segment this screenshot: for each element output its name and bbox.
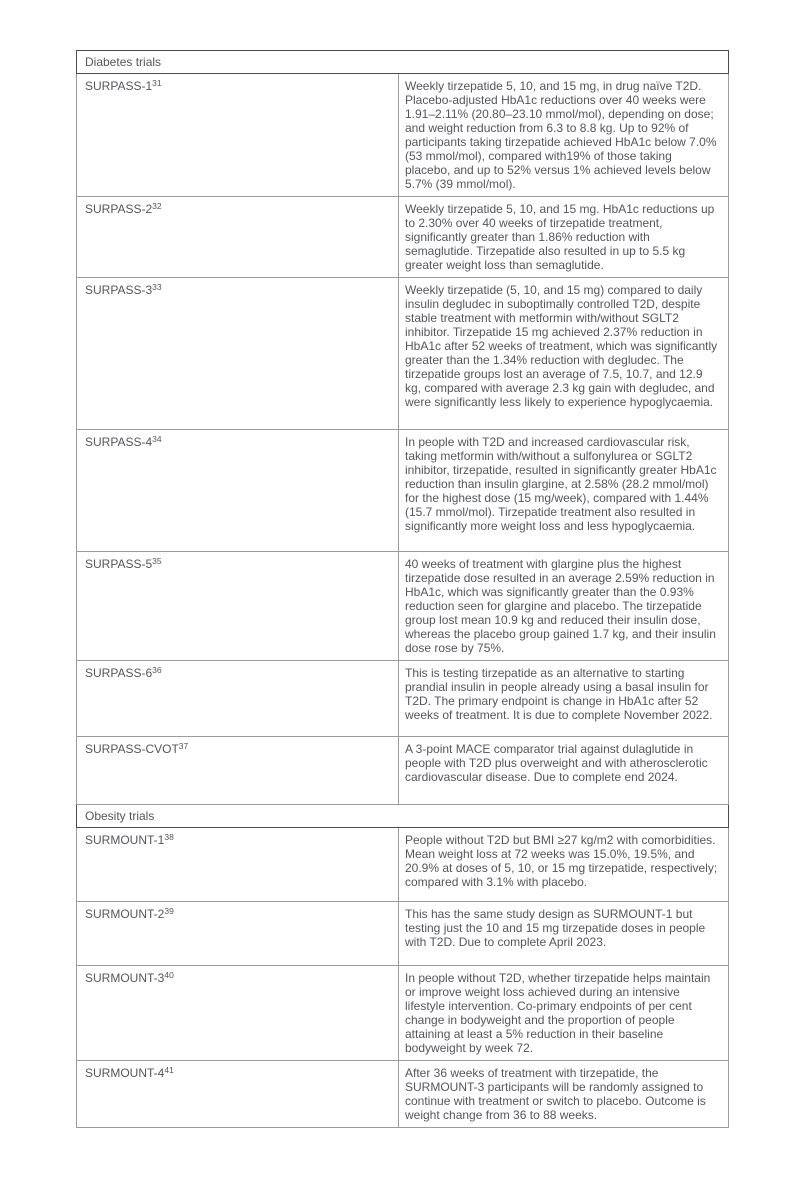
trial-description-cell: People without T2D but BMI ≥27 kg/m2 with comorbidities. Mean weight loss at 72 weeks was 15.0%, 19.5%, and 20.9% at doses of 5, 10, or 15 mg tirzepatide, respectively; compared with 3.1% with placebo. (399, 828, 729, 902)
trial-reference-superscript: 35 (152, 556, 162, 566)
trial-row-surpass-cvot (77, 737, 729, 805)
trial-name: SURPASS-5 (85, 557, 153, 571)
trial-reference-superscript: 34 (152, 434, 162, 444)
section-header-label: Diabetes trials (77, 51, 729, 74)
trial-reference-superscript: 36 (152, 665, 162, 675)
trial-name-cell (77, 737, 399, 805)
trial-row-surmount-1 (77, 828, 729, 902)
trial-row-surpass-4 (77, 430, 729, 552)
trials-table (76, 50, 729, 1128)
trial-row-surpass-6 (77, 661, 729, 737)
trial-name-cell (77, 966, 399, 1061)
trial-name: SURMOUNT-4 (85, 1066, 165, 1080)
trial-description-cell: In people with T2D and increased cardiovascular risk, taking metformin with/without a sulfonylurea or SGLT2 inhibitor, tirzepatide, resulted in significantly greater HbA1c reduction than insulin glargine, at 2.58% (28.2 mmol/mol) for the highest dose (15 mg/week), compared with 1.44% (15.7 mmol/mol). Tirzepatide treatment also resulted in significantly more weight loss and less hypoglycaemia. (399, 430, 729, 552)
trial-name-cell (77, 552, 399, 661)
trial-reference-superscript: 32 (152, 201, 162, 211)
trial-row-surmount-2 (77, 902, 729, 966)
trial-reference-superscript: 40 (164, 970, 174, 980)
trial-name: SURPASS-4 (85, 435, 153, 449)
trial-name: SURMOUNT-3 (85, 971, 165, 985)
trial-name-cell (77, 902, 399, 966)
trial-reference-superscript: 33 (152, 282, 162, 292)
trial-description-cell: A 3-point MACE comparator trial against dulaglutide in people with T2D plus overweight and with atherosclerotic cardiovascular disease. Due to complete end 2024. (399, 737, 729, 805)
trial-description-cell: 40 weeks of treatment with glargine plus the highest tirzepatide dose resulted in an average 2.59% reduction in HbA1c, which was significantly greater than the 0.93% reduction seen for glargine and placebo. The tirzepatide group lost mean 10.9 kg and reduced their insulin dose, whereas the placebo group gained 1.7 kg, and their insulin dose rose by 75%. (399, 552, 729, 661)
trial-name-cell (77, 430, 399, 552)
trial-name: SURMOUNT-1 (85, 833, 165, 847)
trial-description-cell: This has the same study design as SURMOUNT-1 but testing just the 10 and 15 mg tirzepatide doses in people with T2D. Due to complete April 2023. (399, 902, 729, 966)
trial-name: SURPASS-6 (85, 666, 153, 680)
trial-row-surpass-1 (77, 74, 729, 197)
section-header-obesity-trials (77, 805, 729, 828)
trial-row-surpass-3 (77, 278, 729, 430)
trial-name-cell (77, 661, 399, 737)
trial-name: SURPASS-CVOT (85, 742, 179, 756)
trial-name: SURPASS-2 (85, 202, 153, 216)
trial-name-cell (77, 278, 399, 430)
trial-name-cell (77, 828, 399, 902)
trial-name-cell (77, 74, 399, 197)
trial-row-surmount-3 (77, 966, 729, 1061)
trial-name: SURMOUNT-2 (85, 907, 165, 921)
trial-name-cell (77, 197, 399, 278)
trial-reference-superscript: 41 (164, 1065, 174, 1075)
trial-description-cell: After 36 weeks of treatment with tirzepatide, the SURMOUNT-3 participants will be randomly assigned to continue with treatment or switch to placebo. Outcome is weight change from 36 to 88 weeks. (399, 1061, 729, 1128)
trial-row-surpass-5 (77, 552, 729, 661)
trial-name-cell (77, 1061, 399, 1128)
trial-description-cell: Weekly tirzepatide 5, 10, and 15 mg, in drug naïve T2D. Placebo-adjusted HbA1c reductions over 40 weeks were 1.91–2.11% (20.80–23.10 mmol/mol), depending on dose; and weight reduction from 6.3 to 8.8 kg. Up to 92% of participants taking tirzepatide achieved HbA1c below 7.0% (53 mmol/mol), compared with19% of those taking placebo, and up to 52% versus 1% achieved levels below 5.7% (39 mmol/mol). (399, 74, 729, 197)
trial-name: SURPASS-1 (85, 79, 153, 93)
trial-row-surmount-4 (77, 1061, 729, 1128)
trial-description-cell: In people without T2D, whether tirzepatide helps maintain or improve weight loss achieved during an intensive lifestyle intervention. Co-primary endpoints of per cent change in bodyweight and the proportion of people attaining at least a 5% reduction in their baseline bodyweight by week 72. (399, 966, 729, 1061)
trial-description-cell: Weekly tirzepatide 5, 10, and 15 mg. HbA1c reductions up to 2.30% over 40 weeks of tirzepatide treatment, significantly greater than 1.86% reduction with semaglutide. Tirzepatide also resulted in up to 5.5 kg greater weight loss than semaglutide. (399, 197, 729, 278)
section-header-label: Obesity trials (77, 805, 729, 828)
section-header-diabetes-trials (77, 51, 729, 74)
trial-reference-superscript: 37 (178, 741, 189, 751)
trial-name: SURPASS-3 (85, 283, 153, 297)
trial-reference-superscript: 39 (164, 906, 174, 916)
trial-reference-superscript: 31 (152, 78, 162, 88)
trial-description-cell: Weekly tirzepatide (5, 10, and 15 mg) compared to daily insulin degludec in suboptimally controlled T2D, despite stable treatment with metformin with/without SGLT2 inhibitor. Tirzepatide 15 mg achieved 2.37% reduction in HbA1c after 52 weeks of treatment, which was significantly greater than the 1.34% reduction with degludec. The tirzepatide groups lost an average of 7.5, 10.7, and 12.9 kg, compared with average 2.3 kg gain with degludec, and were significantly less likely to experience hypoglycaemia. (399, 278, 729, 430)
trial-description-cell: This is testing tirzepatide as an alternative to starting prandial insulin in people already using a basal insulin for T2D. The primary endpoint is change in HbA1c after 52 weeks of treatment. It is due to complete November 2022. (399, 661, 729, 737)
trial-row-surpass-2 (77, 197, 729, 278)
trial-reference-superscript: 38 (164, 832, 174, 842)
